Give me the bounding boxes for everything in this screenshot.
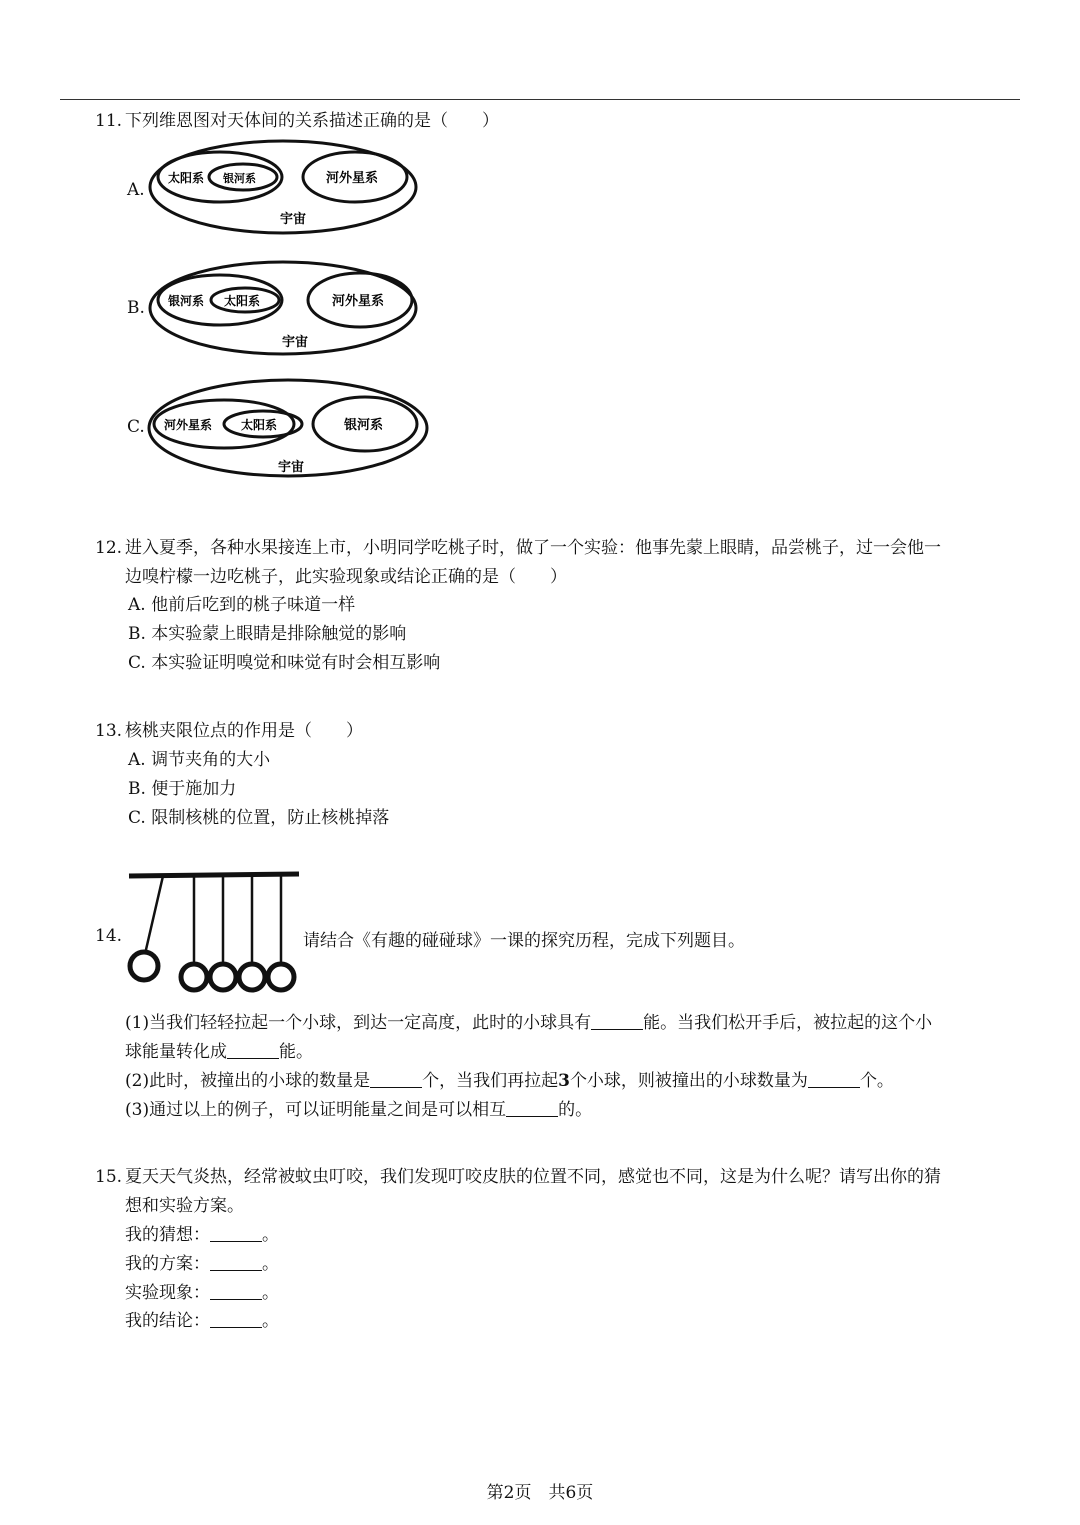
question-text-line2: 想和实验方案。 <box>125 1196 244 1216</box>
answer-blank[interactable] <box>808 1070 860 1088</box>
question-text: 下列维恩图对天体间的关系描述正确的是（ ） <box>125 111 499 131</box>
question-14-stem: 请结合《有趣的碰碰球》一课的探究历程，完成下列题目。 <box>303 931 745 951</box>
text: 。 <box>262 1225 279 1245</box>
text: 能。当我们松开手后，被拉起的这个小 <box>643 1013 933 1033</box>
ball <box>268 964 294 990</box>
question-15-stem <box>95 1162 941 1187</box>
venn-diagram-a <box>148 135 423 235</box>
venn-diagram-b <box>148 256 423 356</box>
answer-blank[interactable] <box>210 1282 262 1300</box>
right-label: 河外星系 <box>332 294 385 309</box>
venn-diagram-c <box>146 376 431 480</box>
q15-row-phenomenon <box>125 1278 279 1303</box>
header-rule <box>60 99 1020 100</box>
text: (2)此时，被撞出的小球的数量是 <box>125 1071 371 1091</box>
text: 球能量转化成 <box>125 1042 227 1062</box>
question-14-number: 14. <box>95 926 123 946</box>
q12-option-b: B. 本实验蒙上眼睛是排除触觉的影响 <box>128 624 407 644</box>
text: 能。 <box>279 1042 313 1062</box>
q14-part1-line2 <box>125 1037 313 1062</box>
inner-small-label: 太阳系 <box>224 294 261 308</box>
q12-option-a: A. 他前后吃到的桃子味道一样 <box>128 595 356 615</box>
outer-label: 宇宙 <box>282 335 309 350</box>
ball <box>239 964 265 990</box>
text: 。 <box>262 1311 279 1331</box>
q13-option-c: C. 限制核桃的位置，防止核桃掉落 <box>128 808 390 828</box>
outer-label: 宇宙 <box>280 212 307 227</box>
question-text-line1: 进入夏季，各种水果接连上市，小明同学吃桃子时，做了一个实验：他事先蒙上眼睛，品尝桃子，过一会他一 <box>125 538 941 558</box>
answer-blank[interactable] <box>210 1224 262 1242</box>
answer-blank[interactable] <box>210 1310 262 1328</box>
row-label: 我的猜想： <box>125 1225 210 1245</box>
text: 。 <box>262 1254 279 1274</box>
answer-blank[interactable] <box>591 1012 643 1030</box>
right-label: 河外星系 <box>326 171 379 186</box>
newtons-cradle-illustration <box>125 866 303 996</box>
q13-option-a: A. 调节夹角的大小 <box>128 750 271 770</box>
inner-small-label: 太阳系 <box>241 418 278 432</box>
question-12-stem <box>95 533 941 558</box>
question-text-line1: 夏天天气炎热，经常被蚊虫叮咬，我们发现叮咬皮肤的位置不同，感觉也不同，这是为什么呢？请写出你的猜 <box>125 1167 941 1187</box>
ball <box>181 964 207 990</box>
right-label: 银河系 <box>344 418 384 433</box>
cradle-bar <box>129 874 299 876</box>
q14-part1-line1 <box>125 1008 932 1033</box>
option-b-label: B. <box>127 298 145 318</box>
question-13-stem <box>95 716 363 741</box>
text: (3)通过以上的例子，可以证明能量之间是可以相互 <box>125 1100 507 1120</box>
text: 个。 <box>859 1071 894 1091</box>
ball <box>210 964 236 990</box>
question-number: 12. <box>95 538 123 558</box>
answer-blank[interactable] <box>506 1099 558 1117</box>
row-label: 我的结论： <box>125 1311 210 1331</box>
row-label: 我的方案： <box>125 1254 210 1274</box>
q15-row-conclusion <box>125 1306 279 1331</box>
question-text-line2: 边嗅柠檬一边吃桃子，此实验现象或结论正确的是（ ） <box>125 567 567 587</box>
text: 个小球，则被撞出的小球数量为 <box>569 1071 808 1091</box>
question-number: 11. <box>95 111 123 131</box>
q14-part2 <box>125 1066 894 1091</box>
answer-blank[interactable] <box>370 1070 422 1088</box>
text: 。 <box>262 1283 279 1303</box>
q15-row-plan <box>125 1249 279 1274</box>
text: 个，当我们再拉起 <box>422 1071 559 1091</box>
answer-blank[interactable] <box>227 1041 279 1059</box>
question-number: 13. <box>95 721 123 741</box>
inner-small-label: 银河系 <box>223 172 256 185</box>
q14-part3 <box>125 1095 592 1120</box>
pulled-ball <box>130 952 158 980</box>
inner-left-label: 银河系 <box>168 294 205 308</box>
inner-left-label: 太阳系 <box>168 171 205 185</box>
answer-blank[interactable] <box>210 1253 262 1271</box>
text: 的。 <box>558 1100 593 1120</box>
row-label: 实验现象： <box>125 1283 210 1303</box>
q15-row-guess <box>125 1220 279 1245</box>
inner-left-label: 河外星系 <box>164 418 213 432</box>
pulled-string <box>145 876 163 954</box>
option-a-label: A. <box>127 180 145 200</box>
question-number: 15. <box>95 1167 123 1187</box>
question-text: 核桃夹限位点的作用是（ ） <box>125 721 363 741</box>
outer-label: 宇宙 <box>278 460 305 475</box>
q12-option-c: C. 本实验证明嗅觉和味觉有时会相互影响 <box>128 653 441 673</box>
option-c-label: C. <box>127 417 145 437</box>
question-11-stem <box>95 106 499 131</box>
page-footer: 第2页 共6页 <box>486 1483 594 1503</box>
q13-option-b: B. 便于施加力 <box>128 779 237 799</box>
text: (1)当我们轻轻拉起一个小球，到达一定高度，此时的小球具有 <box>125 1013 592 1033</box>
number: 3 <box>558 1071 570 1091</box>
